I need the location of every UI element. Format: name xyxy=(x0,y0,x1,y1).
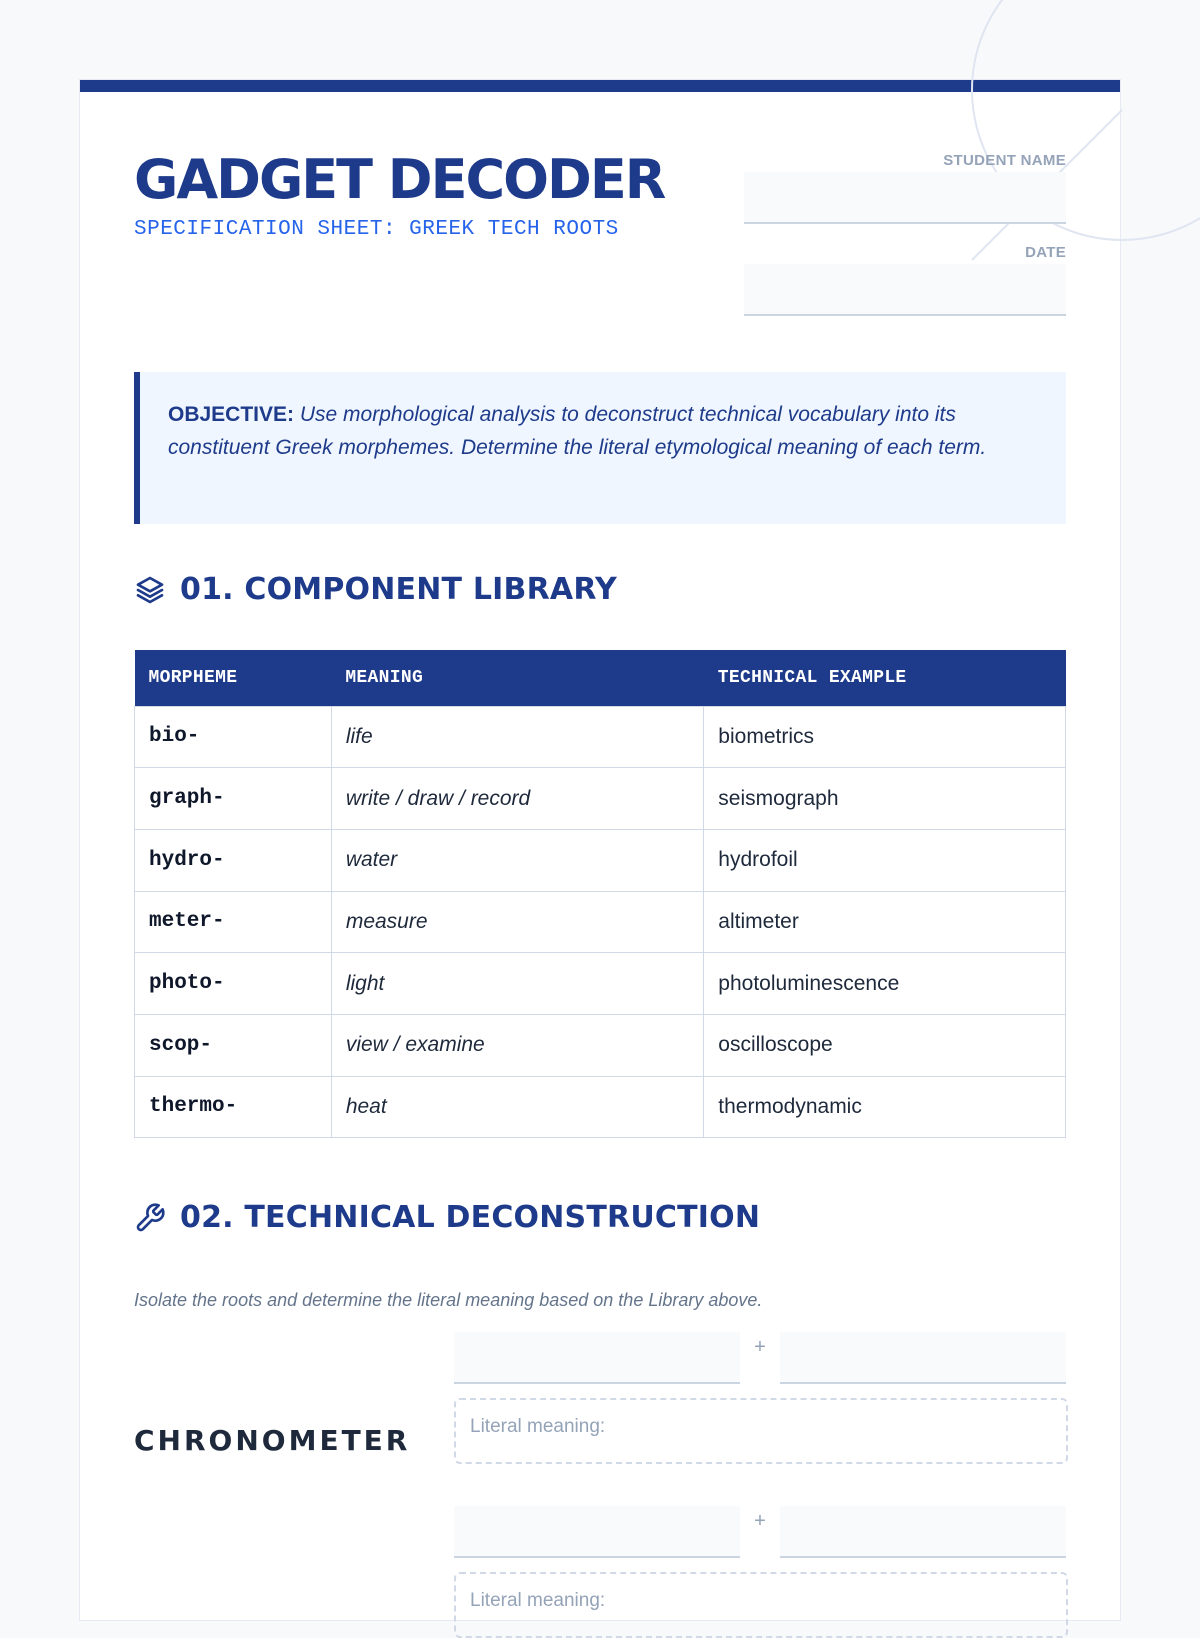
date-field[interactable] xyxy=(744,264,1066,316)
worksheet xyxy=(80,80,1120,1620)
literal-meaning-field[interactable]: Literal meaning: xyxy=(454,1572,1068,1638)
meaning-cell: heat xyxy=(331,1076,703,1138)
table-row xyxy=(135,829,1066,891)
meaning-cell: write / draw / record xyxy=(331,768,703,830)
meaning-cell: life xyxy=(331,706,703,768)
student-name-label: STUDENT NAME xyxy=(943,152,1066,169)
library-heading-text: 01. COMPONENT LIBRARY xyxy=(180,572,617,607)
plus-sign: + xyxy=(754,1510,766,1532)
objective-lead: OBJECTIVE: xyxy=(168,403,295,426)
page-title: GADGET DECODER xyxy=(134,148,665,211)
meaning-cell: water xyxy=(331,829,703,891)
deconstruction-instructions: Isolate the roots and determine the literal meaning based on the Library above. xyxy=(134,1290,763,1310)
library-heading xyxy=(134,572,617,607)
morpheme-input-1[interactable] xyxy=(454,1332,740,1384)
column-header-morpheme: MORPHEME xyxy=(135,650,332,706)
meaning-cell: measure xyxy=(331,891,703,953)
layers-icon xyxy=(134,574,166,606)
example-cell: hydrofoil xyxy=(704,829,1066,891)
column-header-meaning: MEANING xyxy=(331,650,703,706)
date-label: DATE xyxy=(1025,244,1066,261)
table-row xyxy=(135,953,1066,1015)
morpheme-cell: meter- xyxy=(135,891,332,953)
morpheme-input-1[interactable] xyxy=(454,1506,740,1558)
table-row xyxy=(135,706,1066,768)
example-cell: oscilloscope xyxy=(704,1014,1066,1076)
example-cell: thermodynamic xyxy=(704,1076,1066,1138)
student-name-field[interactable] xyxy=(744,172,1066,224)
example-cell: photoluminescence xyxy=(704,953,1066,1015)
morpheme-cell: hydro- xyxy=(135,829,332,891)
morpheme-cell: thermo- xyxy=(135,1076,332,1138)
wrench-icon xyxy=(134,1202,166,1234)
morpheme-input-2[interactable] xyxy=(780,1332,1066,1384)
morpheme-cell: graph- xyxy=(135,768,332,830)
example-cell: altimeter xyxy=(704,891,1066,953)
column-header-example: TECHNICAL EXAMPLE xyxy=(704,650,1066,706)
table-row xyxy=(135,1014,1066,1076)
deconstruction-heading-text: 02. TECHNICAL DECONSTRUCTION xyxy=(180,1200,761,1235)
objective-text: Use morphological analysis to deconstruct technical vocabulary into its constituent Greek morphemes. Determine the literal etymological meaning of each term. xyxy=(168,403,987,459)
meaning-cell: view / examine xyxy=(331,1014,703,1076)
example-cell: biometrics xyxy=(704,706,1066,768)
deconstruction-heading xyxy=(134,1200,760,1235)
morpheme-input-2[interactable] xyxy=(780,1506,1066,1558)
morpheme-cell: photo- xyxy=(135,953,332,1015)
component-library-table xyxy=(134,650,1066,1138)
table-row xyxy=(135,1076,1066,1138)
plus-sign: + xyxy=(754,1336,766,1358)
morpheme-cell: bio- xyxy=(135,706,332,768)
term-label: CHRONOMETER xyxy=(134,1424,411,1457)
table-row xyxy=(135,891,1066,953)
table-row xyxy=(135,768,1066,830)
page-subtitle: SPECIFICATION SHEET: GREEK TECH ROOTS xyxy=(134,218,619,241)
morpheme-cell: scop- xyxy=(135,1014,332,1076)
meaning-cell: light xyxy=(331,953,703,1015)
example-cell: seismograph xyxy=(704,768,1066,830)
objective-callout xyxy=(134,372,1066,524)
literal-meaning-field[interactable]: Literal meaning: xyxy=(454,1398,1068,1464)
table-header-row xyxy=(135,650,1066,706)
